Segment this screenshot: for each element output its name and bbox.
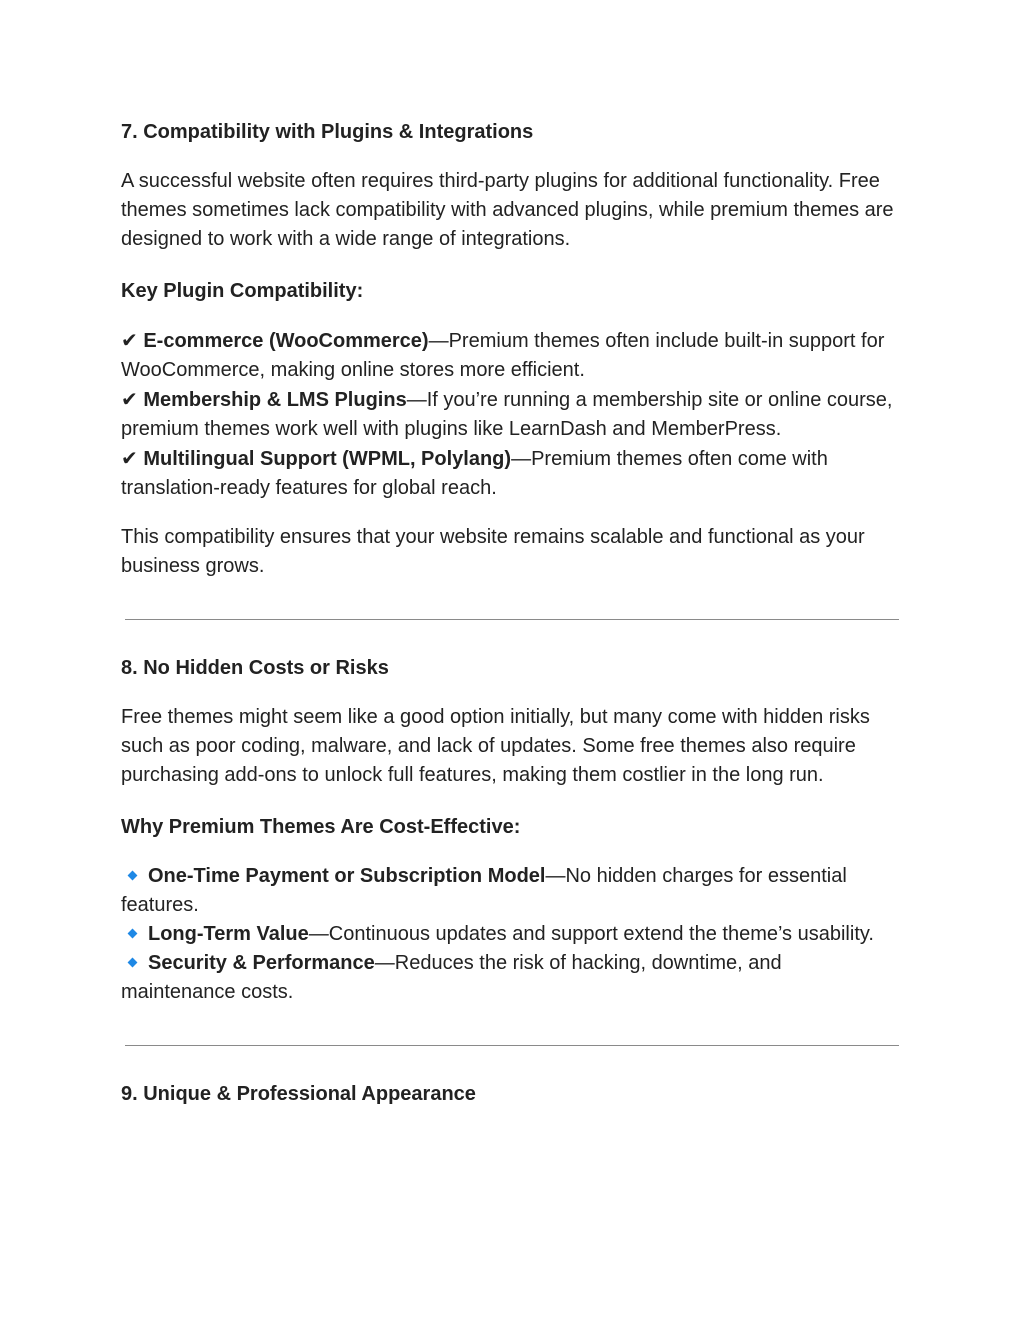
em-dash: — (406, 389, 427, 411)
em-dash: — (545, 865, 566, 887)
check-mark-icon: ✔ (121, 328, 138, 352)
document-page (121, 118, 901, 1109)
list-item (121, 385, 901, 444)
list-item-title: Security & Performance (148, 952, 375, 974)
list-item-title: One-Time Payment or Subscription Model (148, 865, 546, 887)
list-item (121, 920, 901, 949)
section-8-heading: 8. No Hidden Costs or Risks (121, 657, 389, 679)
section-8-subheading: Why Premium Themes Are Cost-Effective: (121, 816, 521, 838)
list-item-title: Multilingual Support (WPML, Polylang) (143, 448, 512, 470)
list-item-title: Membership & LMS Plugins (143, 389, 407, 411)
list-item (121, 862, 901, 920)
list-item-title: E-commerce (WooCommerce) (143, 330, 429, 352)
em-dash: — (374, 952, 395, 974)
plugin-compatibility-list (121, 326, 901, 503)
section-7-heading: 7. Compatibility with Plugins & Integrations (121, 121, 534, 143)
list-item-text: Premium themes often come with translation-ready features for global reach. (121, 448, 828, 499)
check-mark-icon: ✔ (121, 387, 138, 411)
blue-diamond-icon (128, 928, 138, 938)
em-dash: — (511, 448, 532, 470)
list-item-text: Continuous updates and support extend the theme’s usability. (328, 923, 874, 945)
list-item (121, 949, 901, 1007)
blue-diamond-icon (128, 957, 138, 967)
section-8-intro: Free themes might seem like a good option initially, but many come with hidden risks such as poor coding, malware, and lack of updates. Some free themes also require purchasing add-ons to unlock full features, making them costlier in the long run. (121, 706, 870, 786)
check-mark-icon: ✔ (121, 446, 138, 470)
list-item-title: Long-Term Value (148, 923, 309, 945)
em-dash: — (428, 330, 449, 352)
section-9-heading: 9. Unique & Professional Appearance (121, 1083, 476, 1105)
em-dash: — (308, 923, 329, 945)
section-7-closing: This compatibility ensures that your website remains scalable and functional as your business grows. (121, 526, 865, 577)
list-item (121, 444, 901, 503)
list-item-text: If you’re running a membership site or online course, premium themes work well with plugins like LearnDash and MemberPress. (121, 389, 893, 440)
section-7-intro: A successful website often requires third-party plugins for additional functionality. Free themes sometimes lack compatibility with advanced plugins, while premium themes are designed to work with a wide range of integrations. (121, 170, 894, 250)
section-7-subheading: Key Plugin Compatibility: (121, 280, 364, 302)
list-item-text: Premium themes often include built-in support for WooCommerce, making online stores more efficient. (121, 330, 885, 381)
list-item (121, 326, 901, 385)
list-item-text: No hidden charges for essential features. (121, 865, 847, 916)
list-item-text: Reduces the risk of hacking, downtime, and maintenance costs. (121, 952, 782, 1003)
blue-diamond-icon (128, 870, 138, 880)
cost-effective-list (121, 862, 901, 1007)
